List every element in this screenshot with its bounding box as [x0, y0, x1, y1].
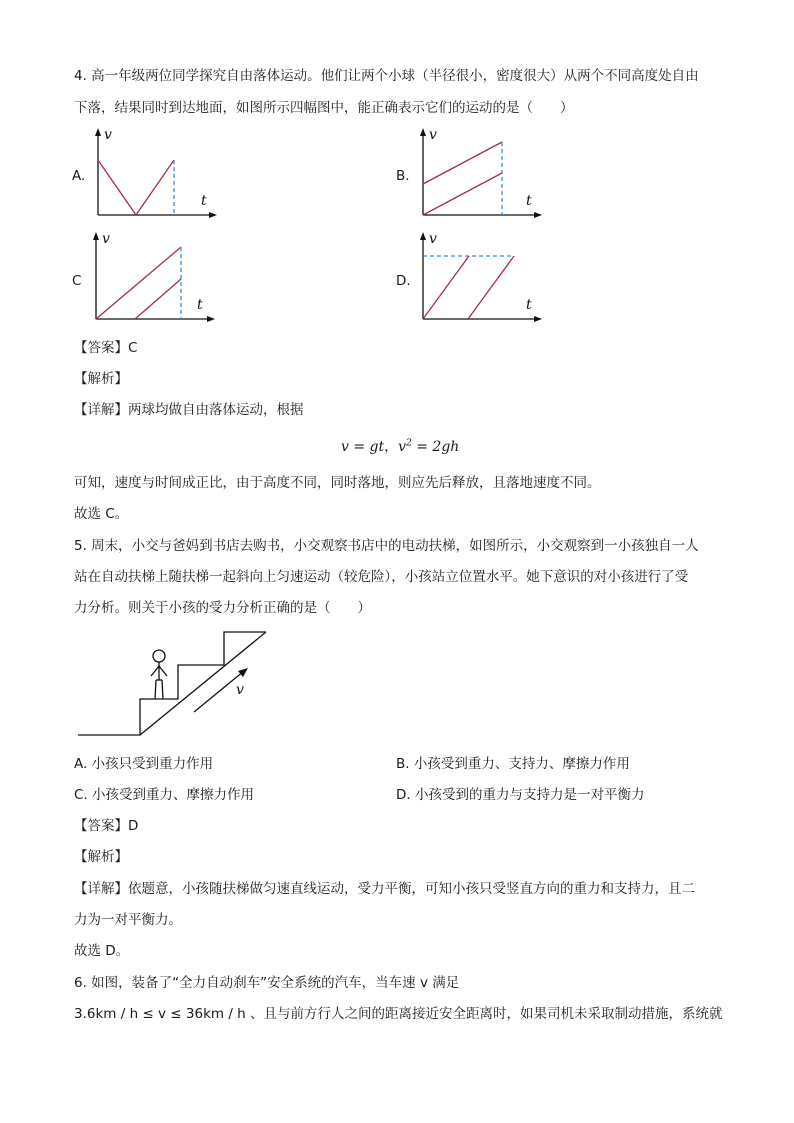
q5-stem-line-2: 站在自动扶梯上随扶梯一起斜向上匀速运动（较危险），小孩站立位置水平。她下意识的对小孩进行了受 — [74, 569, 689, 585]
child-figure — [151, 650, 167, 699]
q4-graph-d — [413, 229, 545, 329]
q4-graph-d-t-label: t — [526, 297, 532, 313]
q4-analysis-heading: 【解析】 — [74, 371, 128, 387]
q5-stem-line-1: 5. 周末，小交与爸妈到书店去购书，小交观察书店中的电动扶梯，如图所示，小交观察到一小孩独自一人 — [74, 538, 699, 554]
q4-graph-b-v-label: v — [429, 127, 437, 143]
q4-graph-a-v-label: v — [104, 127, 112, 143]
q5-option-d: D. 小孩受到的重力与支持力是一对平衡力 — [396, 787, 645, 803]
q4-option-c-label: C — [72, 273, 82, 289]
q4-formula-2-exp: 2 — [406, 438, 412, 449]
q4-graph-c-t-label: t — [197, 297, 203, 313]
q5-escalator-v-label: v — [236, 682, 244, 698]
q4-graph-a — [88, 125, 220, 225]
q4-option-d-label: D. — [396, 273, 411, 289]
q5-stem-line-3: 力分析。则关于小孩的受力分析正确的是（ ） — [74, 600, 371, 616]
q4-graph-b-t-label: t — [526, 193, 532, 209]
q4-detail: 【详解】两球均做自由落体运动，根据 — [74, 402, 304, 418]
q4-stem-line-2: 下落，结果同时到达地面，如图所示四幅图中，能正确表示它们的运动的是（ ） — [74, 100, 574, 116]
q4-choose: 故选 C。 — [74, 506, 129, 522]
q5-choose: 故选 D。 — [74, 943, 130, 959]
q5-detail-line-2: 力为一对平衡力。 — [74, 912, 182, 928]
q4-formula-2-right: = 2gh — [411, 439, 460, 455]
q4-graph-b — [413, 125, 545, 225]
q6-stem-line-2: 3.6km / h ≤ v ≤ 36km / h 、且与前方行人之间的距离接近安全距离时，如果司机未采取制动措施，系统就 — [74, 1006, 723, 1022]
q4-graph-a-t-label: t — [201, 193, 207, 209]
q4-graph-d-v-label: v — [429, 231, 437, 247]
q5-escalator-diagram — [76, 628, 272, 740]
q5-answer: 【答案】D — [74, 818, 139, 834]
q5-option-b: B. 小孩受到重力、支持力、摩擦力作用 — [396, 756, 630, 772]
q4-stem-line-1: 4. 高一年级两位同学探究自由落体运动。他们让两个小球（半径很小，密度很大）从两个不同高度处自由 — [74, 68, 699, 84]
q5-option-a: A. 小孩只受到重力作用 — [74, 756, 214, 772]
q4-option-b-label: B. — [396, 168, 410, 184]
q5-detail-line-1: 【详解】依题意，小孩随扶梯做匀速直线运动，受力平衡，可知小孩只受竖直方向的重力和支持力，且二 — [74, 881, 695, 897]
q4-conclusion: 可知，速度与时间成正比，由于高度不同，同时落地，则应先后释放，且落地速度不同。 — [74, 475, 601, 491]
q4-formula-1: v = gt — [341, 439, 385, 455]
q5-analysis-heading: 【解析】 — [74, 849, 128, 865]
q5-option-c: C. 小孩受到重力、摩擦力作用 — [74, 787, 255, 803]
q4-option-a-label: A. — [72, 168, 86, 184]
q4-formula — [341, 436, 459, 456]
q4-formula-sep: ， — [384, 439, 399, 455]
q4-graph-c-v-label: v — [102, 231, 110, 247]
q4-answer: 【答案】C — [74, 340, 138, 356]
q6-stem-line-1: 6. 如图，装备了“全力自动刹车”安全系统的汽车，当车速 v 满足 — [74, 975, 460, 991]
q4-graph-c — [86, 229, 218, 329]
q4-formula-2-left: v — [398, 439, 407, 455]
